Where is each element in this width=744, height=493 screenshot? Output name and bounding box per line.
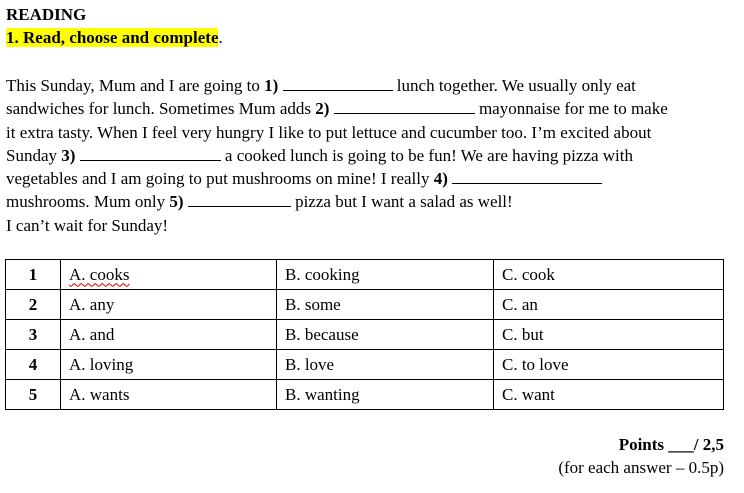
option-a[interactable]: A. loving (61, 350, 277, 380)
blank-number-4: 4) (433, 169, 448, 189)
task-label: 1. Read, choose and complete (6, 28, 219, 47)
table-row (6, 380, 724, 410)
blank-4[interactable] (452, 168, 602, 184)
option-b[interactable]: B. love (277, 350, 494, 380)
passage-line-6 (6, 190, 742, 213)
table-row (6, 290, 724, 320)
option-c[interactable]: C. want (494, 380, 724, 410)
row-number: 3 (6, 320, 61, 350)
option-a[interactable]: A. wants (61, 380, 277, 410)
blank-number-2: 2) (315, 99, 330, 119)
blank-2[interactable] (334, 98, 475, 114)
option-c[interactable]: C. to love (494, 350, 724, 380)
option-c[interactable]: C. cook (494, 260, 724, 290)
section-heading: READING (6, 5, 87, 24)
passage-text: Sunday (6, 145, 62, 165)
reading-passage (6, 74, 742, 237)
passage-line-2 (6, 97, 742, 120)
blank-number-5: 5) (169, 192, 184, 212)
row-number: 1 (6, 260, 61, 290)
table-row (6, 350, 724, 380)
option-text: A. cooks (69, 264, 130, 284)
passage-line-3: it extra tasty. When I feel very hungry I like to put lettuce and cucumber too. I’m excited about (6, 122, 652, 142)
option-a[interactable]: A. and (61, 320, 277, 350)
option-b[interactable]: B. some (277, 290, 494, 320)
blank-3[interactable] (80, 145, 221, 161)
points-label: Points ___/ 2,5 (618, 435, 724, 454)
option-b[interactable]: B. wanting (277, 380, 494, 410)
option-a[interactable]: A. any (61, 290, 277, 320)
passage-line-5 (6, 167, 742, 190)
passage-text: mayonnaise for me to make (474, 99, 668, 119)
row-number: 4 (6, 350, 61, 380)
passage-line-7: I can’t wait for Sunday! (6, 215, 169, 235)
passage-text: This Sunday, Mum and I are going to (6, 76, 265, 95)
passage-line-4 (6, 144, 742, 167)
table-row (6, 260, 724, 290)
passage-text: vegetables and I am going to put mushrooms on mine! I really (6, 169, 434, 189)
task-end: . (218, 28, 223, 47)
task-instruction (6, 28, 223, 48)
blank-number-1: 1) (264, 76, 279, 95)
row-number: 5 (6, 380, 61, 410)
options-table (5, 259, 724, 410)
option-c[interactable]: C. but (494, 320, 724, 350)
passage-text: sandwiches for lunch. Sometimes Mum adds (6, 99, 316, 119)
table-row (6, 320, 724, 350)
option-a[interactable] (61, 260, 277, 290)
blank-number-3: 3) (61, 145, 76, 165)
blank-5[interactable] (188, 191, 291, 207)
option-c[interactable]: C. an (494, 290, 724, 320)
blank-1[interactable] (283, 75, 393, 91)
option-b[interactable]: B. cooking (277, 260, 494, 290)
passage-text: lunch together. We usually only eat (392, 76, 636, 95)
passage-line-1 (6, 74, 742, 97)
passage-text: pizza but I want a salad as well! (290, 192, 513, 212)
option-b[interactable]: B. because (277, 320, 494, 350)
passage-text: mushrooms. Mum only (6, 192, 170, 212)
passage-text: a cooked lunch is going to be fun! We are having pizza with (220, 145, 634, 165)
row-number: 2 (6, 290, 61, 320)
points-note: (for each answer – 0.5p) (558, 458, 724, 477)
